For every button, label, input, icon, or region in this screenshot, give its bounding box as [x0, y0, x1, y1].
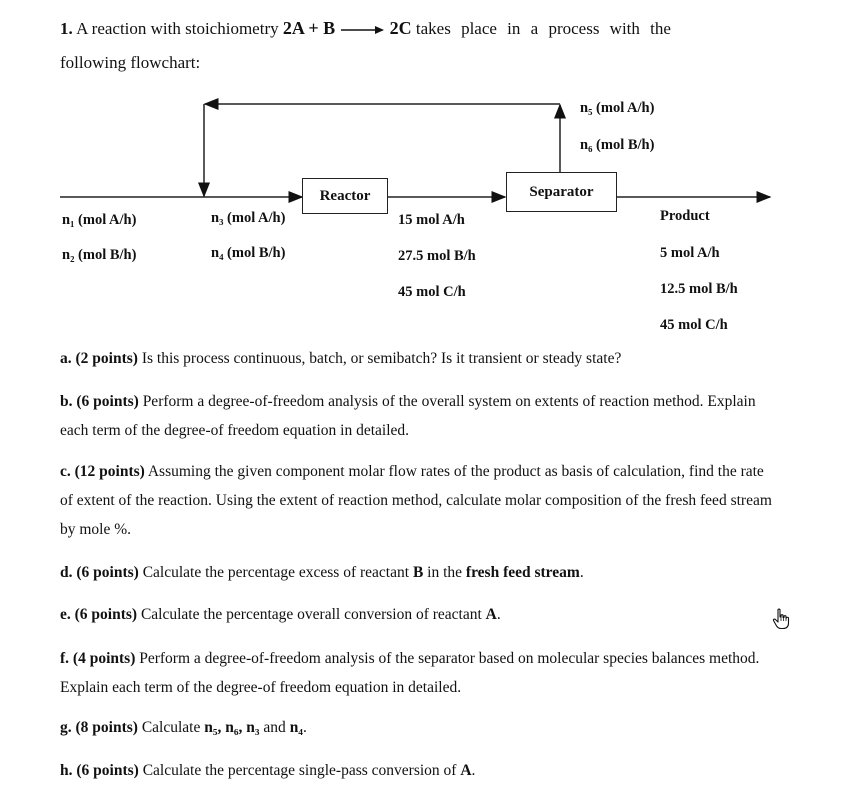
question-e-reactant: A	[485, 606, 497, 623]
product-formula: 2C	[389, 18, 412, 38]
question-d-text1: Calculate the percentage excess of reactant	[138, 564, 413, 581]
question-c-tag: c. (12 points)	[60, 463, 145, 480]
question-g-text2: and	[259, 719, 290, 736]
reactor-box	[302, 178, 388, 214]
reactor-in-n4-label: n₄ (mol B/h)	[211, 245, 286, 261]
reactor-out-a-label: 15 mol A/h	[398, 212, 465, 228]
recycle-n6-label: n₆ (mol B/h)	[580, 137, 655, 153]
question-g-tag: g. (8 points)	[60, 719, 138, 736]
question-e-tag: e. (6 points)	[60, 606, 138, 623]
question-g-text1: Calculate	[137, 719, 205, 736]
product-b-label: 12.5 mol B/h	[660, 281, 738, 297]
question-b-tag: b. (6 points)	[60, 393, 139, 410]
question-f	[60, 644, 780, 702]
reactor-out-b-label: 27.5 mol B/h	[398, 248, 476, 264]
hand-cursor-icon	[772, 608, 790, 630]
reactor-in-n3-label: n₃ (mol A/h)	[211, 210, 286, 226]
question-d	[60, 558, 780, 587]
problem-number: 1.	[60, 19, 73, 38]
question-h	[60, 756, 780, 785]
feed-n1-label: n₁ (mol A/h)	[62, 212, 137, 228]
question-h-text2: .	[471, 762, 476, 779]
intro-text: A reaction with stoichiometry	[76, 19, 279, 38]
reactor-out-c-label: 45 mol C/h	[398, 284, 466, 300]
question-e	[60, 600, 780, 629]
question-g-vars: n₅, n₆, n₃	[204, 719, 260, 736]
question-h-tag: h. (6 points)	[60, 762, 139, 779]
intro-text-line2: following flowchart:	[60, 53, 201, 72]
question-e-text2: .	[496, 606, 501, 623]
question-h-reactant: A	[460, 762, 472, 779]
question-a	[60, 344, 780, 373]
question-g	[60, 713, 780, 742]
question-d-text2: in the	[423, 564, 466, 581]
question-f-text: Perform a degree-of-freedom analysis of the separator based on molecular species balances method. Explain each term of the degree-of freedom equation in detailed.	[60, 650, 760, 696]
question-b	[60, 387, 780, 445]
separator-box	[506, 172, 617, 212]
question-f-tag: f. (4 points)	[60, 650, 136, 667]
recycle-n5-label: n₅ (mol A/h)	[580, 100, 655, 116]
question-d-reactant: B	[412, 564, 424, 581]
product-a-label: 5 mol A/h	[660, 245, 720, 261]
reactor-label: Reactor	[319, 187, 371, 204]
separator-label: Separator	[529, 183, 594, 200]
question-d-stream: fresh feed stream	[465, 564, 580, 581]
question-a-text: Is this process continuous, batch, or semibatch? Is it transient or steady state?	[137, 350, 622, 367]
question-c-text: Assuming the given component molar flow rates of the product as basis of calculation, find the rate of extent of the reaction. Using the extent of reaction method, calculate molar composition of the fresh feed stream by mole %.	[60, 463, 772, 538]
question-e-text1: Calculate the percentage overall conversion of reactant	[137, 606, 486, 623]
product-c-label: 45 mol C/h	[660, 317, 728, 333]
question-d-tag: d. (6 points)	[60, 564, 139, 581]
reactants-formula: 2A + B	[282, 18, 336, 38]
question-b-text: Perform a degree-of-freedom analysis of the overall system on extents of reaction method. Explain each term of the degree-of freedom equation in detailed.	[60, 393, 756, 439]
question-c	[60, 457, 780, 544]
product-title-label: Product	[660, 208, 710, 224]
question-g-last-var: n₄	[289, 719, 303, 736]
feed-n2-label: n₂ (mol B/h)	[62, 247, 137, 263]
question-a-tag: a. (2 points)	[60, 350, 138, 367]
question-h-text1: Calculate the percentage single-pass conversion of	[138, 762, 461, 779]
question-d-text3: .	[579, 564, 584, 581]
intro-text-continued: takes place in a process with the	[415, 19, 671, 38]
question-g-text3: .	[302, 719, 307, 736]
